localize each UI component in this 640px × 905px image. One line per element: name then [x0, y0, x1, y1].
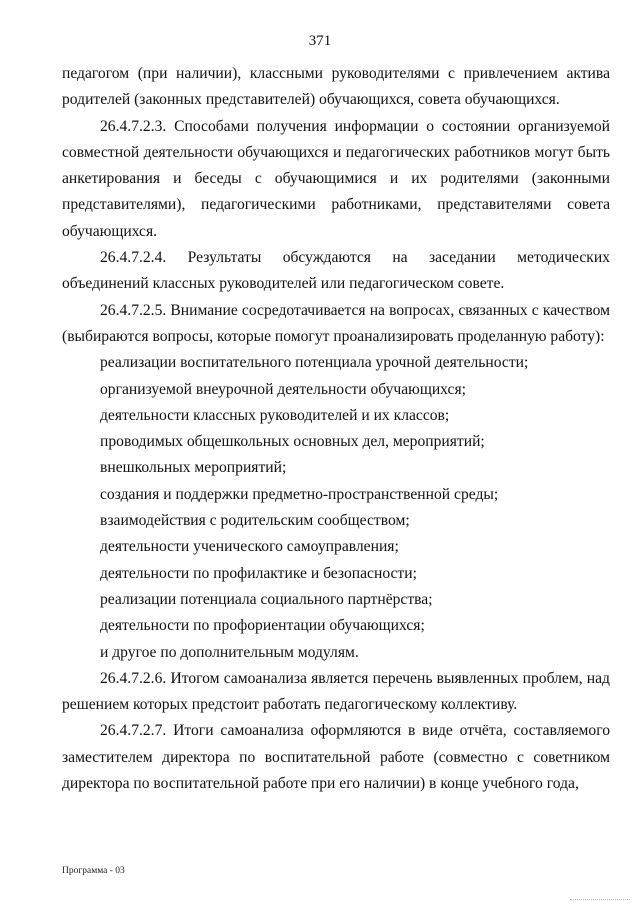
- paragraph-26-4-7-2-3: 26.4.7.2.3. Способами получения информации о состоянии организуемой совместной деятельности обучающихся и педагогических работников могут быть анкетирования и беседы с обучающимися и их родителями (законными представителями), педагогическими работниками, представителями совета обучающихся.: [62, 117, 610, 240]
- document-body: [62, 61, 610, 797]
- list-item: взаимодействия с родительским сообществом;: [100, 512, 410, 530]
- document-footer: Программа - 03: [62, 866, 125, 876]
- paragraph-26-4-7-2-4: 26.4.7.2.4. Результаты обсуждаются на заседании методических объединений классных руководителей или педагогическом совете.: [62, 249, 610, 293]
- focus-areas-list: [62, 350, 610, 666]
- list-item: проводимых общешкольных основных дел, мероприятий;: [100, 433, 485, 451]
- list-item: внешкольных мероприятий;: [100, 459, 287, 477]
- page-number: 371: [308, 33, 332, 49]
- list-item: деятельности по профориентации обучающихся;: [100, 617, 425, 635]
- paragraph-26-4-7-2-5: 26.4.7.2.5. Внимание сосредотачивается на вопросах, связанных с качеством (выбираются вопросы, которые помогут проанализировать проделанную работу):: [62, 301, 610, 345]
- list-item: и другое по дополнительным модулям.: [100, 643, 359, 661]
- list-item: деятельности классных руководителей и их классов;: [100, 406, 450, 424]
- list-item: реализации потенциала социального партнёрства;: [100, 590, 433, 608]
- paragraph-continuation: педагогом (при наличии), классными руководителями с привлечением актива родителей (законных представителей) обучающихся, совета обучающихся.: [62, 65, 610, 109]
- list-item: деятельности по профилактике и безопасности;: [100, 564, 417, 582]
- paragraph-26-4-7-2-7: 26.4.7.2.7. Итоги самоанализа оформляются в виде отчёта, составляемого заместителем директора по воспитательной работе (совместно с советником директора по воспитательной работе при его наличии) в конце учебного года,: [62, 722, 610, 793]
- list-item: реализации воспитательного потенциала урочной деятельности;: [100, 354, 529, 372]
- scan-edge-mark: [570, 899, 630, 901]
- list-item: деятельности ученического самоуправления;: [100, 538, 399, 556]
- list-item: организуемой внеурочной деятельности обучающихся;: [100, 380, 466, 398]
- list-item: создания и поддержки предметно-пространственной среды;: [100, 485, 499, 503]
- paragraph-26-4-7-2-6: 26.4.7.2.6. Итогом самоанализа является перечень выявленных проблем, над решением которых предстоит работать педагогическому коллективу.: [62, 669, 610, 714]
